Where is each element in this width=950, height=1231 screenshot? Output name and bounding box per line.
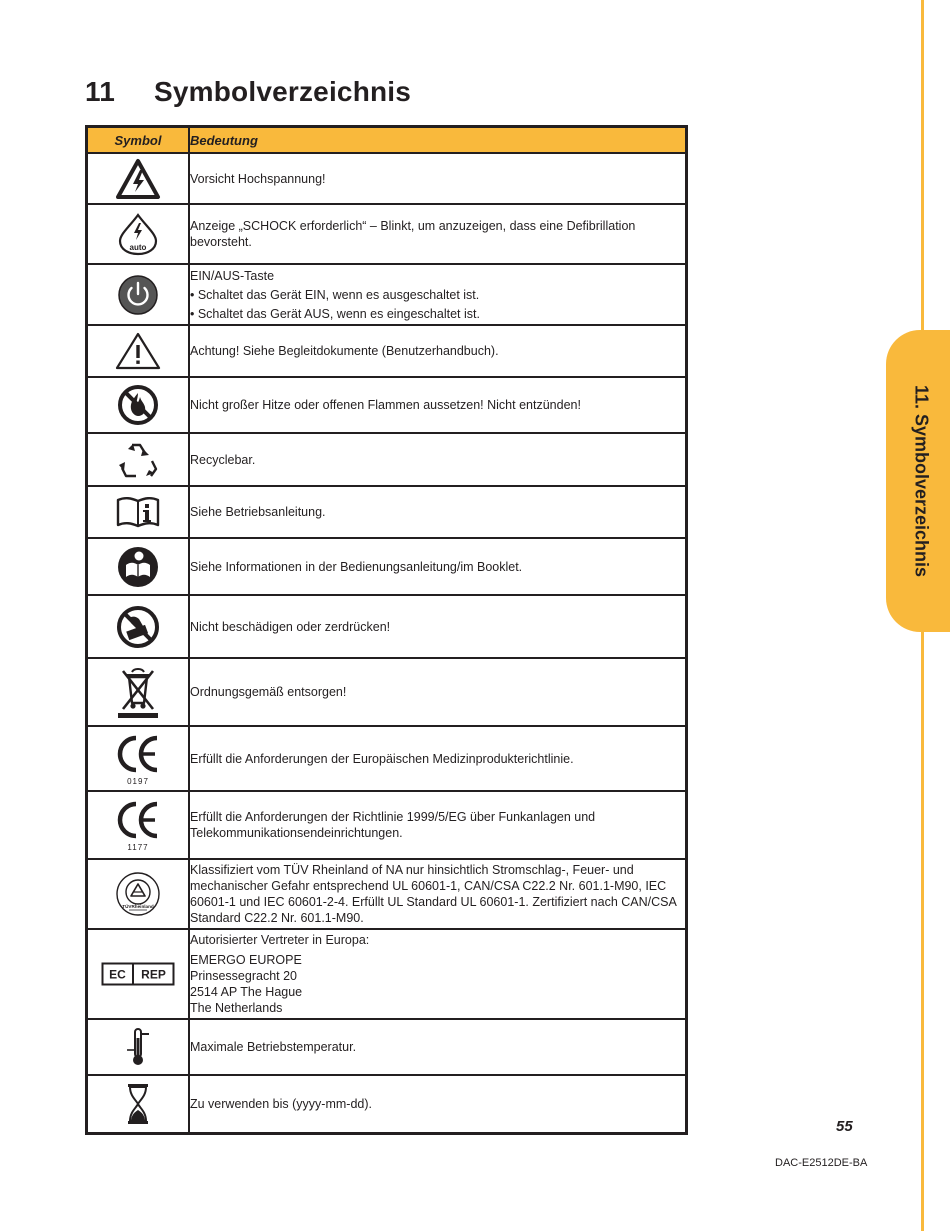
- weee-disposal-icon: [115, 665, 161, 719]
- table-row: [87, 325, 687, 377]
- symbol-cell: [87, 595, 190, 658]
- description-text: EIN/AUS-Taste: [190, 268, 275, 283]
- auto-label: auto: [129, 243, 147, 252]
- table-row: [87, 791, 687, 859]
- description-text: Recyclebar.: [190, 452, 256, 467]
- symbol-cell: [87, 1075, 190, 1133]
- rep-label: REP: [141, 967, 166, 982]
- symbol-cell: [87, 153, 190, 204]
- description-text: Siehe Betriebsanleitung.: [190, 505, 326, 519]
- table-row: [87, 538, 687, 595]
- symbol-cell: [87, 1019, 190, 1075]
- description-bullet: • Schaltet das Gerät EIN, wenn es ausgeschaltet ist.: [190, 287, 480, 302]
- description-text: Klassifiziert vom TÜV Rheinland of NA nur hinsichtlich Stromschlag-, Feuer- und mechanischer Gefahr entsprechend UL 60601-1, CAN/CSA C22.2 Nr. 601.1-M90, IEC 60601-1 und IEC 60601-2-4. Erfüllt UL Standard UL 60601-1. Zertifiziert nach CAN/CSA Standard C22.2 Nr. 601.1-M90.: [190, 863, 677, 925]
- description-cell: [189, 538, 687, 595]
- max-temperature-icon: [123, 1026, 153, 1068]
- description-text: Anzeige „SCHOCK erforderlich“ – Blinkt, um anzuzeigen, dass eine Defibrillation bevorsteht.: [190, 219, 636, 249]
- description-text: Erfüllt die Anforderungen der Richtlinie 1999/5/EG über Funkanlagen und Telekommunikationsendeinrichtungen.: [190, 810, 596, 840]
- table-row: [87, 859, 687, 929]
- description-cell: [189, 726, 687, 791]
- symbol-cell: [87, 377, 190, 433]
- no-heat-flame-icon: [116, 383, 160, 427]
- description-text: Vorsicht Hochspannung!: [190, 171, 326, 186]
- address-line: Prinsessegracht 20: [190, 969, 298, 983]
- description-text: Autorisierter Vertreter in Europa:: [190, 933, 370, 947]
- do-not-crush-icon: [115, 604, 161, 650]
- page-title: [85, 76, 411, 108]
- table-row: [87, 264, 687, 325]
- symbol-cell: [87, 791, 190, 859]
- caution-icon: [114, 331, 162, 371]
- table-row: [87, 1075, 687, 1133]
- description-cell: [189, 791, 687, 859]
- symbol-cell: [87, 486, 190, 538]
- table-row: [87, 433, 687, 486]
- chapter-number: 11: [85, 76, 115, 107]
- symbol-cell: [87, 658, 190, 726]
- table-row: [87, 929, 687, 1019]
- description-text: Maximale Betriebstemperatur.: [190, 1040, 357, 1054]
- page-number: 55: [836, 1118, 853, 1135]
- description-text: Achtung! Siehe Begleitdokumente (Benutzerhandbuch).: [190, 344, 499, 358]
- tuv-logo-label: TÜVRheinland: [122, 904, 154, 909]
- column-header-symbol: Symbol: [87, 127, 190, 154]
- description-cell: [189, 859, 687, 929]
- ec-rep-icon: [101, 962, 175, 986]
- address-line: The Netherlands: [190, 1001, 283, 1015]
- table-row: [87, 486, 687, 538]
- ce-mark-icon: [111, 798, 165, 852]
- table-header-row: [87, 127, 687, 154]
- description-text: Nicht großer Hitze oder offenen Flammen aussetzen! Nicht entzünden!: [190, 398, 581, 412]
- symbol-cell: [87, 538, 190, 595]
- symbol-cell: [87, 726, 190, 791]
- chapter-side-tab: [886, 330, 950, 632]
- ce-mark-icon: [111, 732, 165, 786]
- chapter-title: Symbolverzeichnis: [154, 76, 412, 107]
- table-row: [87, 1019, 687, 1075]
- description-cell: [189, 595, 687, 658]
- symbol-cell: [87, 433, 190, 486]
- description-cell: [189, 377, 687, 433]
- table-row: [87, 204, 687, 264]
- description-cell: [189, 264, 687, 325]
- description-text: Ordnungsgemäß entsorgen!: [190, 685, 347, 699]
- recycle-icon: [116, 439, 160, 481]
- notified-body-number: 1177: [127, 843, 149, 852]
- description-cell: [189, 204, 687, 264]
- symbol-cell: [87, 859, 190, 929]
- use-by-date-icon: [125, 1082, 151, 1126]
- symbol-table: [85, 125, 688, 1135]
- tuv-rheinland-icon: [114, 870, 162, 918]
- notified-body-number: 0197: [127, 776, 149, 786]
- table-row: [87, 153, 687, 204]
- symbol-cell: [87, 929, 190, 1019]
- shock-advised-auto-icon: [116, 212, 160, 256]
- description-text: Zu verwenden bis (yyyy-mm-dd).: [190, 1096, 372, 1111]
- description-cell: [189, 486, 687, 538]
- description-cell: [189, 1019, 687, 1075]
- address-line: 2514 AP The Hague: [190, 985, 303, 999]
- description-cell: [189, 325, 687, 377]
- high-voltage-warning-icon: [115, 158, 161, 200]
- chapter-side-tab-label: 11. Symbolverzeichnis: [911, 384, 932, 578]
- description-text: Erfüllt die Anforderungen der Europäischen Medizinprodukterichtlinie.: [190, 751, 574, 766]
- table-row: [87, 658, 687, 726]
- table-row: [87, 377, 687, 433]
- table-row: [87, 595, 687, 658]
- table-row: [87, 726, 687, 791]
- symbol-cell: [87, 264, 190, 325]
- power-button-icon: [117, 274, 159, 316]
- description-cell: [189, 658, 687, 726]
- description-cell: [189, 153, 687, 204]
- consult-booklet-icon: [116, 545, 160, 589]
- ec-label: EC: [109, 967, 126, 982]
- description-bullet: • Schaltet das Gerät AUS, wenn es eingeschaltet ist.: [190, 306, 480, 321]
- description-cell: [189, 433, 687, 486]
- document-code: DAC-E2512DE-BA: [775, 1157, 868, 1169]
- description-cell: [189, 929, 687, 1019]
- description-text: Nicht beschädigen oder zerdrücken!: [190, 619, 391, 634]
- operating-instructions-icon: [115, 495, 161, 529]
- description-text: Siehe Informationen in der Bedienungsanleitung/im Booklet.: [190, 559, 523, 574]
- symbol-cell: [87, 204, 190, 264]
- description-cell: [189, 1075, 687, 1133]
- address-line: EMERGO EUROPE: [190, 953, 302, 967]
- symbol-cell: [87, 325, 190, 377]
- column-header-meaning: Bedeutung: [189, 127, 687, 154]
